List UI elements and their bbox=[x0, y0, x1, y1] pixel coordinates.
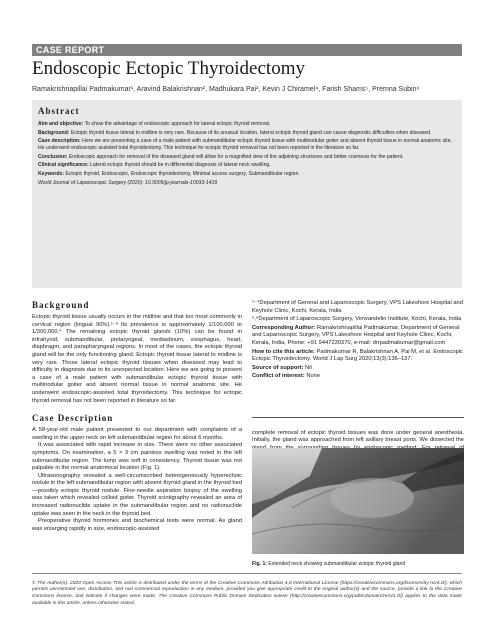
case-label: Case description: bbox=[38, 138, 81, 145]
abstract-background bbox=[38, 130, 456, 137]
keywords-text: Ectopic thyroid, Endoscopic, Endoscopic thyroidectomy, Minimal access surgery, Submandibular region. bbox=[64, 171, 300, 178]
case-paragraph-3: Ultrasonography revealed a well-circumscribed heterogeneously hyperechoic nodule in the left submandibular region with absent thyroid gland in the thyroid bed—possibly ectopic thyroid nodule. Fine-needle aspiration biopsy of the swelling was taken which revealed colloid goiter. Thyroid scintigraphy revealed an area of increased radionuclide uptake in the submandibular region and no radionuclide uptake was seen in the neck in the thyroid bed. bbox=[32, 472, 243, 517]
aim-label: Aim and objective: bbox=[38, 121, 84, 127]
left-column bbox=[32, 300, 242, 533]
figure-caption-text: Extended neck showing submandibular ectopic thyroid gland bbox=[267, 561, 406, 568]
affiliation-2: ⁵,⁶Department of Laparoscopic Surgery, Venvandelin Institute, Kochi, Kerala, India bbox=[252, 316, 462, 323]
cite-text: Padmakumar R, Balakrishnan A, Pai M, et al. Endoscopic Ectopic Thyroidectomy. World J Lap Surg 2020;13(3):136–137. bbox=[252, 348, 463, 363]
affiliation-divider bbox=[252, 417, 464, 418]
support-label: Source of support: bbox=[252, 364, 304, 371]
background-label: Background: bbox=[38, 129, 70, 136]
case-paragraph-4: Preoperative thyroid hormones and biochemical tests were normal. As gland was enlarging rapidly in size, endoscopic-assisted bbox=[32, 518, 242, 532]
figure-label: Fig. 1: bbox=[252, 561, 267, 568]
right-column bbox=[252, 300, 464, 382]
affiliation-1: ¹⁻⁴Department of General and Laparoscopic Surgery, VPS Lakeshore Hospital and Keyhole Clinic, Kochi, Kerala, India bbox=[252, 300, 463, 314]
cite-label: How to cite this article: bbox=[252, 348, 315, 355]
conflict-label: Conflict of interest: bbox=[252, 373, 305, 380]
case-description-heading: Case Description bbox=[32, 413, 114, 424]
conclusion-label: Conclusion: bbox=[38, 153, 68, 160]
article-title: Endoscopic Ectopic Thyroidectomy bbox=[32, 58, 305, 79]
background-text: Ectopic thyroid tissue lateral to midline is very rare. Because of its unusual location, lateral ectopic thyroid gland can cause diagnostic difficulties when diseased. bbox=[69, 129, 432, 136]
abstract-conclusion bbox=[38, 154, 456, 161]
conflict-of-interest bbox=[252, 373, 464, 381]
author-list: Ramakrishnapillai Padmakumar¹, Aravind Balakrishnan², Madhukara Pai², Kevin J Chiramel⁴, Farish Shams⁵, Premna Subin⁶ bbox=[32, 86, 420, 93]
corresponding-text: Ramakrishnapillai Padmakumar, Department of General and Laparoscopic Surgery, VPS Lakeshore Hospital and Keyhole Clinic, Kochi, Kerala, India, Phone: +91 9447230370, e-mail: drrpadmakumar@gmail.com bbox=[252, 324, 460, 346]
continued-paragraph: complete removal of ectopic thyroid tissues was done under general anesthesia. Initially, the gland was approached from left axillary breast ports. We dissected the bbox=[252, 429, 464, 444]
conclusion-text: Endoscopic approach for removal of the diseased gland will allow for a magnified view of the adjoining structures and better cosmesis for the patient. bbox=[67, 153, 404, 160]
clinical-label: Clinical significance: bbox=[38, 162, 89, 169]
support-text: Nil bbox=[303, 364, 312, 371]
abstract-aim bbox=[38, 121, 456, 128]
conflict-text: None bbox=[304, 373, 321, 380]
license-footer: © The Author(s). 2020 Open Access This article is distributed under the terms of the Creative Commons Attribution 4.0 International License (https://creativecommons.org/licenses/by-nc/4.0/), which permits unrestricted use, distribution, and non-commercial reproduction in any medium, provided you give appropriate credit to the original author(s) and the source, provide a link to the Creative Commons license, and indicate if changes were made. The Creative Commons Public Domain Dedication waiver (http://creativecommons.org/publicdomain/zero/1.0/) applies to the data made available in this article, unless otherwise stated. bbox=[32, 580, 462, 606]
corresponding-author bbox=[252, 325, 464, 348]
how-to-cite bbox=[252, 349, 464, 364]
clinical-text: Lateral ectopic thyroid should be in differential diagnosis of lateral neck swelling. bbox=[88, 162, 271, 169]
abstract-case bbox=[38, 138, 456, 152]
neck-photo-illustration bbox=[252, 448, 464, 554]
case-text: Here we are presenting a case of a male patient with submandibular ectopic thyroid tissue with multinodular goiter and absent thyroid tissue in normal anatomic site. He underwent endoscopic assisted total thyroidectomy. This technique for ectopic thyroid removal has not been reported in the literature so far. bbox=[38, 138, 452, 152]
figure-caption bbox=[252, 561, 464, 568]
corresponding-label: Corresponding Author: bbox=[252, 324, 316, 331]
clinical-photo bbox=[252, 448, 464, 554]
abstract-clinical bbox=[38, 162, 456, 169]
abstract-keywords bbox=[38, 171, 456, 178]
footer-divider bbox=[32, 573, 462, 574]
keywords-label: Keywords: bbox=[38, 171, 65, 178]
abstract-box bbox=[32, 100, 462, 288]
background-heading: Background bbox=[32, 300, 90, 310]
case-paragraph-2: It was associated with rapid increase in size. There were no other associated symptoms. On examination, a 5 × 3 cm painless swelling was noted in the left submandibular region. The lump was soft in consistency. Thyroid tissue was not palpable in the normal anatomical location (Fig. 1). bbox=[32, 442, 242, 472]
article-type-banner: CASE REPORT bbox=[32, 44, 462, 56]
background-paragraph: Ectopic thyroid tissue usually occurs in the midline and that too most commonly in cervical region (lingual 90%).¹⁻³ Its prevalence is approximately 1/100,000 to 1/300,000.⁴ The remaining ectopic thyroid glands (10%) can be found in infrahyoid, submandibular, prelaryngeal, mediastinum, esophagus, heart, diaphragm, and parapharyngeal regions. In most of the cases, the ectopic thyroid gland will be the only functioning gland. Ectopic thyroid tissue lateral to midline is very rare. Those lateral ectopic thyroid tissues when diseased may lead to difficulty in diagnosis due to its unexpected location. Here we are going to present a case of a male patient with submandibular ectopic thyroid tissue with multinodular goiter and absent normal tissue in normal anatomic site. He underwent endoscopic-assisted total thyroidectomy. This technique for ectopic thyroid removal has not been reported in literature so far. bbox=[32, 314, 242, 404]
abstract-citation: World Journal of Laparoscopic Surgery (2020): 10.5005/jp-journals-10033-1419 bbox=[38, 179, 218, 186]
abstract-heading: Abstract bbox=[38, 106, 80, 116]
case-paragraph-1: A 58-year-old male patient presented to our department with complaints of a swelling in the upper neck on left submandibular region for about 6 months. bbox=[32, 427, 242, 441]
aim-text: To show the advantage of endoscopic approach for lateral ectopic thyroid removal. bbox=[83, 121, 271, 127]
source-of-support bbox=[252, 365, 464, 373]
